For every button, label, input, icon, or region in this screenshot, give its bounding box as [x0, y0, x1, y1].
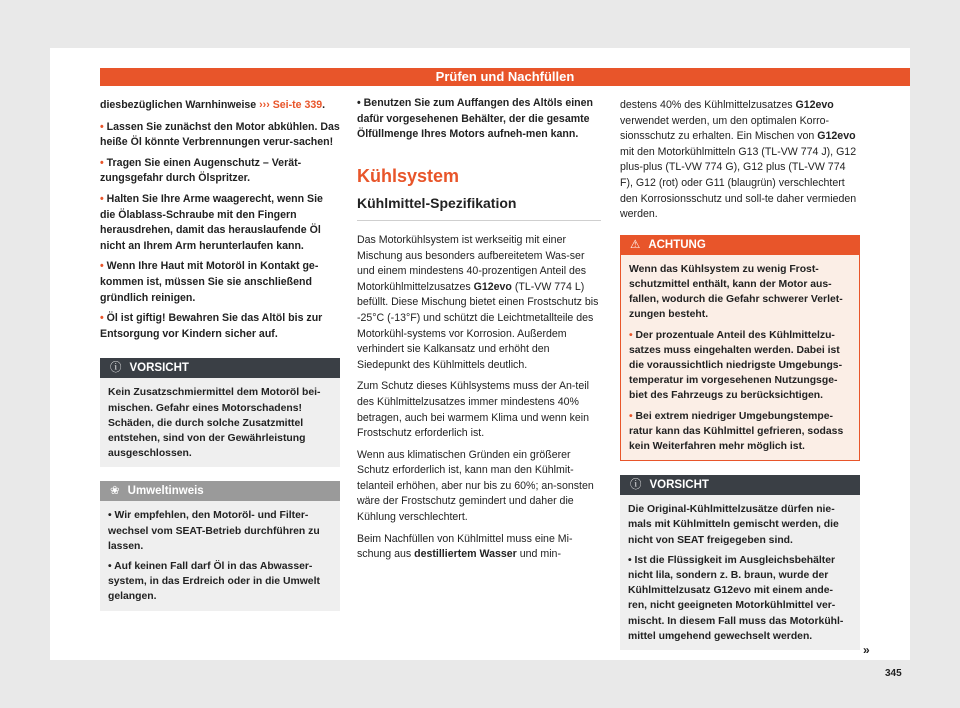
list-item [100, 311, 340, 342]
caution-text: Kein Zusatzschmiermittel dem Motoröl bei-mischen. Gefahr eines Motorschadens! Schäden, die durch solche Zusatzmittel entstehen, sind von der Gewährleistung ausgeschlossen. [100, 378, 340, 467]
paragraph [357, 532, 601, 563]
intro-text: diesbezüglichen Warnhinweise [100, 99, 257, 111]
list-item [100, 259, 340, 306]
text: destens 40% des Kühlmittelzusatzes [620, 99, 793, 111]
continue-marker: » [863, 643, 870, 657]
product-name: G12evo [817, 130, 856, 143]
caution-header [100, 358, 340, 378]
product-name: G12evo [473, 280, 512, 293]
caution-title: VORSICHT [129, 362, 189, 375]
caution-box [100, 358, 340, 467]
text: Beim Nachfüllen von Kühlmittel muss eine Mi-schung aus [357, 532, 573, 561]
paragraph [620, 98, 860, 223]
flower-icon: ❀ [110, 485, 120, 498]
bullet-icon: • [629, 410, 633, 422]
info-circle-icon: ⓘ [110, 362, 122, 375]
intro-end: . [322, 99, 326, 111]
list-item: • Benutzen Sie zum Auffangen des Altöls einen dafür vorgesehenen Behälter, der die gesamte Ölfüllmenge Ihres Motors aufneh-men kann. [357, 97, 594, 141]
bullet-icon: • [100, 312, 104, 325]
paragraph [357, 233, 601, 373]
list-item: • Auf keinen Fall darf Öl in das Abwasser-system, in das Erdreich oder in die Umwelt gelangen. [108, 560, 320, 603]
warning-box [620, 235, 860, 461]
caution-box-2 [620, 475, 860, 650]
column-1 [100, 98, 340, 611]
bullet-text: Öl ist giftig! Bewahren Sie das Altöl bis zur Entsorgung vor Kindern sicher auf. [100, 312, 323, 340]
info-circle-icon: ⓘ [630, 479, 642, 492]
bullet-text: Lassen Sie zunächst den Motor abkühlen. Das heiße Öl könnte Verbrennungen verur-sachen! [100, 120, 340, 149]
bullet-text: Halten Sie Ihre Arme waagerecht, wenn Sie die Ölablass-Schraube mit den Fingern herausdrehen, damit das herauslaufende Öl nicht an Ihrem Arm herunterlaufen kann. [100, 192, 323, 252]
bullet-text: Der prozentuale Anteil des Kühlmittelzu-satzes muss eingehalten werden. Dabei ist die voraussichtlich niedrigste Umgebungs-temperatur im vorgesehenen Nutzungsge-biet des Fahrzeugs zu berücksichtigen. [629, 329, 843, 402]
text: mit den Motorkühlmitteln G13 (TL-VW 774 J), G12 plus-plus (TL-VW 774 G), G12 plus (TL-VW 774 F), G12 (rot) oder G11 (blaugrün) verschlechtert den Korrosionsschutz und soll-te daher vermieden werden. [620, 145, 857, 221]
paragraph: Wenn aus klimatischen Gründen ein größerer Schutz erforderlich ist, kann man den Kühlmit-telanteil erhöhen, aber nur bis zu 60%; an-sonsten wäre der Frostschutz gemindert und daher die Kühlung verschlechtert. [357, 448, 594, 524]
environment-header [100, 481, 340, 501]
caution-title: VORSICHT [649, 479, 709, 492]
list-item [100, 120, 340, 151]
bullet-text: Bei extrem niedriger Umgebungstempe-ratur kann das Kühlmittel gefrieren, sodass kein Weiterfahren mehr möglich ist. [629, 410, 844, 452]
warning-triangle-icon: ⚠ [630, 238, 641, 251]
bullet-icon: • [100, 156, 104, 169]
caution-header [620, 475, 860, 495]
subsection-heading: Kühlmittel-Spezifikation [357, 196, 601, 221]
text: (TL-VW 774 L) befüllt. Diese Mischung bietet einen Frostschutz bis -25°C (-13°F) und schützt die Leichtmetallteile des Motorkühl-systems vor Korrosion. Außerdem verhindert sie Kalkansatz und erhöht den Siedepunkt des Kühlmittels deutlich. [357, 280, 599, 371]
ref-arrow: ››› [259, 99, 270, 111]
list-item [100, 156, 340, 187]
caution-body [620, 495, 860, 650]
text: und min- [519, 548, 561, 561]
text: verwendet werden, um den optimalen Korro-sionsschutz zu erhalten. Ein Mischen von [620, 114, 830, 143]
list-item [629, 328, 851, 404]
page-number: 345 [885, 668, 902, 679]
warning-title: ACHTUNG [648, 238, 706, 251]
column-2 [357, 96, 601, 569]
list-item: • Wir empfehlen, den Motoröl- und Filter-wechsel vom SEAT-Betrieb durchführen zu lassen. [108, 510, 320, 552]
bullet-icon: • [100, 192, 104, 205]
warning-header [620, 235, 860, 255]
bullet-icon: • [629, 329, 633, 341]
bullet-icon: • [100, 260, 104, 273]
intro-paragraph [100, 98, 340, 114]
bullet-text: Wenn Ihre Haut mit Motoröl in Kontakt ge-kommen ist, müssen Sie sie anschließend gründlich reinigen. [100, 260, 319, 304]
environment-title: Umweltinweis [127, 485, 204, 498]
page-reference-link[interactable]: Sei-te 339 [272, 99, 323, 111]
product-name: G12evo [795, 99, 834, 111]
bullet-icon: • [100, 120, 104, 133]
env-item-text: Auf keinen Fall darf Öl in das Abwasser-system, in das Erdreich oder in die Umwelt gelangen. [108, 560, 320, 603]
warning-body [620, 255, 860, 461]
bullet-text: Benutzen Sie zum Auffangen des Altöls einen dafür vorgesehenen Behälter, der die gesamte Ölfüllmenge Ihres Motors aufneh-men kann. [357, 97, 594, 141]
bullet-text: Ist die Flüssigkeit im Ausgleichsbehälter nicht lila, sondern z. B. braun, wurde der Kühlmittelzusatz G12evo mit einem ande-ren, nicht geeigneten Motorkühlmittel ver-mischt. In diesem Fall muss das Motorkühl-mittel umgehend gewechselt werden. [628, 554, 844, 642]
environment-box [100, 481, 340, 610]
list-item: • Ist die Flüssigkeit im Ausgleichsbehälter nicht lila, sondern z. B. braun, wurde der Kühlmittelzusatz G12evo mit einem ande-ren, nicht geeigneten Motorkühlmittel ver-mischt. In diesem Fall muss das Motorkühl-mittel umgehend gewechselt werden. [628, 554, 844, 642]
page-title: Prüfen und Nachfüllen [100, 68, 910, 86]
list-item [100, 192, 340, 254]
env-item-text: Wir empfehlen, den Motoröl- und Filter-wechsel vom SEAT-Betrieb durchführen zu lassen. [108, 510, 320, 552]
warning-intro: Wenn das Kühlsystem zu wenig Frost-schutzmittel enthält, kann der Motor aus-fallen, wodurch die Gefahr schwerer Verlet-zungen besteht. [629, 263, 843, 321]
paragraph: Zum Schutz dieses Kühlsystems muss der An-teil des Kühlmittelzusatzes immer mindestens 40% betragen, auch bei warmem Klima und wenn kein Frostschutz erforderlich ist. [357, 380, 590, 440]
emphasis: destilliertem Wasser [414, 548, 517, 561]
bullet-text: Tragen Sie einen Augenschutz – Verät-zungsgefahr durch Ölspritzer. [100, 156, 302, 185]
caution-intro: Die Original-Kühlmittelzusätze dürfen nie-mals mit Kühlmitteln gemischt werden, die nicht von SEAT freigegeben sind. [628, 504, 839, 546]
environment-body [100, 501, 340, 610]
page [50, 48, 910, 679]
text: Das Motorkühlsystem ist werkseitig mit einer Mischung aus besonders aufbereitetem Was-ser und einem mindestens 40-prozentigen Anteil des Motorkühlmittelzusatzes [357, 233, 587, 293]
section-heading: Kühlsystem [357, 165, 460, 186]
column-3 [620, 98, 860, 650]
list-item [629, 409, 851, 455]
